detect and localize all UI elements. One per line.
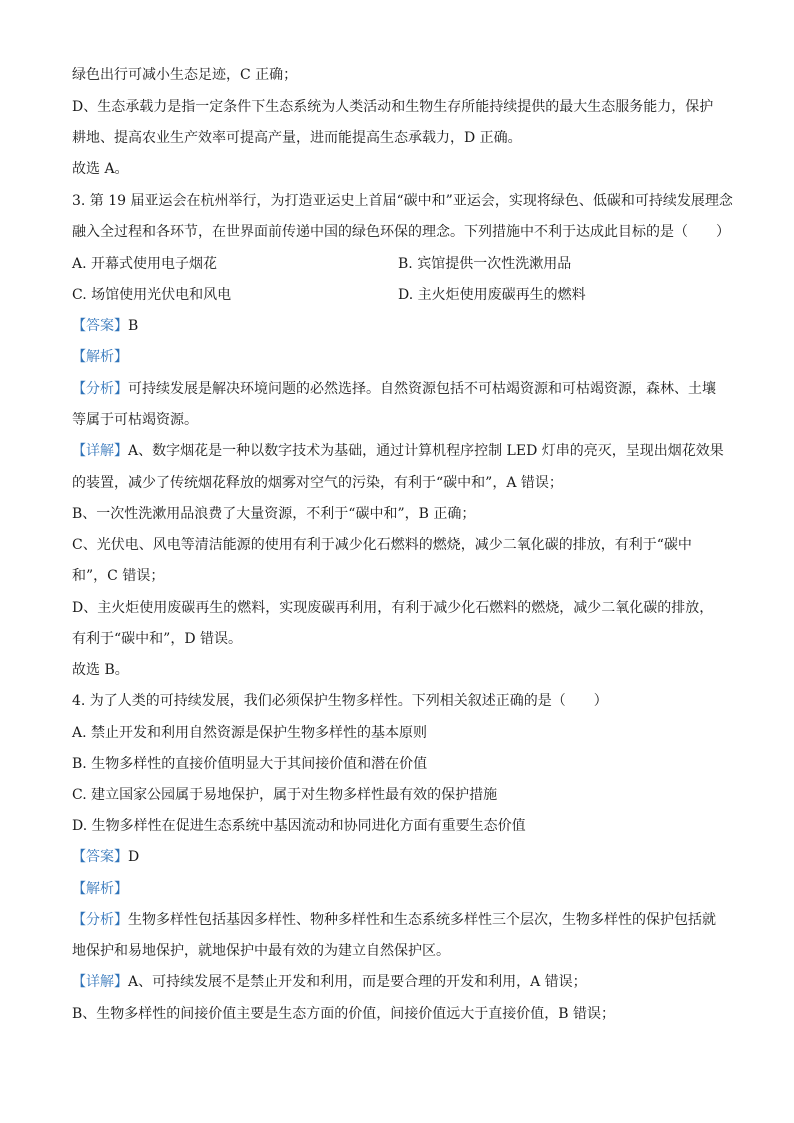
xiangjie-text: A、可持续发展不是禁止开发和利用，而是要合理的开发和利用，A 错误；	[128, 974, 587, 990]
answer-value: B	[128, 318, 139, 334]
text-line: 故选 B。	[72, 662, 129, 678]
question-4-option-a: A. 禁止开发和利用自然资源是保护生物多样性的基本原则	[72, 725, 428, 741]
fenxi-line	[72, 910, 716, 930]
text-line: 地保护和易地保护，就地保护中最有效的为建立自然保护区。	[72, 943, 450, 959]
answer-value: D	[128, 849, 140, 865]
text-line: D、生态承载力是指一定条件下生态系统为人类活动和生物生存所能持续提供的最大生态服务能力，保护	[72, 99, 714, 115]
answer-tag: 【答案】	[72, 849, 128, 865]
text-line: C、光伏电、风电等清洁能源的使用有利于减少化石燃料的燃烧，减少二氧化碳的排放，有利于“碳中	[72, 537, 692, 553]
question-3-option-c: C. 场馆使用光伏电和风电	[72, 287, 232, 303]
question-4-option-b: B. 生物多样性的直接价值明显大于其间接价值和潜在价值	[72, 756, 428, 772]
xiangjie-line	[72, 972, 587, 992]
xiangjie-tag: 【详解】	[72, 974, 128, 990]
text-line: 的装置，减少了传统烟花释放的烟雾对空气的污染，有利于“碳中和”，A 错误；	[72, 475, 563, 491]
text-line: D、主火炬使用废碳再生的燃料，实现废碳再利用，有利于减少化石燃料的燃烧，减少二氧化碳的排放，	[72, 600, 714, 616]
question-4-stem: 4. 为了人类的可持续发展，我们必须保护生物多样性。下列相关叙述正确的是（ ）	[72, 693, 608, 709]
analysis-line	[72, 879, 128, 899]
analysis-line	[72, 347, 128, 367]
text-line: 故选 A。	[72, 161, 129, 177]
answer-tag: 【答案】	[72, 318, 128, 334]
question-4-option-c: C. 建立国家公园属于易地保护，属于对生物多样性最有效的保护措施	[72, 787, 498, 803]
text-line: 和”，C 错误；	[72, 568, 165, 584]
fenxi-tag: 【分析】	[72, 912, 128, 928]
analysis-tag: 【解析】	[72, 881, 128, 897]
xiangjie-tag: 【详解】	[72, 443, 128, 459]
question-3-stem-cont: 融入全过程和各环节，在世界面前传递中国的绿色环保的理念。下列措施中不利于达成此目标的是（ ）	[72, 224, 730, 240]
question-3-option-b: B. 宾馆提供一次性洗漱用品	[398, 256, 572, 272]
xiangjie-line	[72, 441, 724, 461]
answer-line	[72, 847, 139, 867]
analysis-tag: 【解析】	[72, 349, 128, 365]
text-line: B、一次性洗漱用品浪费了大量资源，不利于“碳中和”，B 正确；	[72, 506, 476, 522]
text-line: 耕地、提高农业生产效率可提高产量，进而能提高生态承载力，D 正确。	[72, 130, 522, 146]
text-line: 等属于可枯竭资源。	[72, 412, 198, 428]
xiangjie-text: A、数字烟花是一种以数字技术为基础，通过计算机程序控制 LED 灯串的亮灭，呈现出烟花效果	[128, 443, 724, 459]
fenxi-tag: 【分析】	[72, 381, 128, 397]
answer-line	[72, 316, 138, 336]
question-3-stem: 3. 第 19 届亚运会在杭州举行，为打造亚运史上首届“碳中和”亚运会，实现将绿色、低碳和可持续发展理念	[72, 193, 733, 209]
text-line: B、生物多样性的间接价值主要是生态方面的价值，间接价值远大于直接价值，B 错误；	[72, 1006, 616, 1022]
fenxi-text: 可持续发展是解决环境问题的必然选择。自然资源包括不可枯竭资源和可枯竭资源，森林、土壤	[128, 381, 716, 397]
text-line: 绿色出行可减小生态足迹，C 正确；	[72, 67, 298, 83]
fenxi-text: 生物多样性包括基因多样性、物种多样性和生态系统多样性三个层次，生物多样性的保护包括就	[128, 912, 716, 928]
question-3-option-a: A. 开幕式使用电子烟花	[72, 256, 218, 272]
text-line: 有利于“碳中和”，D 错误。	[72, 631, 242, 647]
question-3-option-d: D. 主火炬使用废碳再生的燃料	[398, 287, 586, 303]
fenxi-line	[72, 379, 716, 399]
question-4-option-d: D. 生物多样性在促进生态系统中基因流动和协同进化方面有重要生态价值	[72, 818, 526, 834]
